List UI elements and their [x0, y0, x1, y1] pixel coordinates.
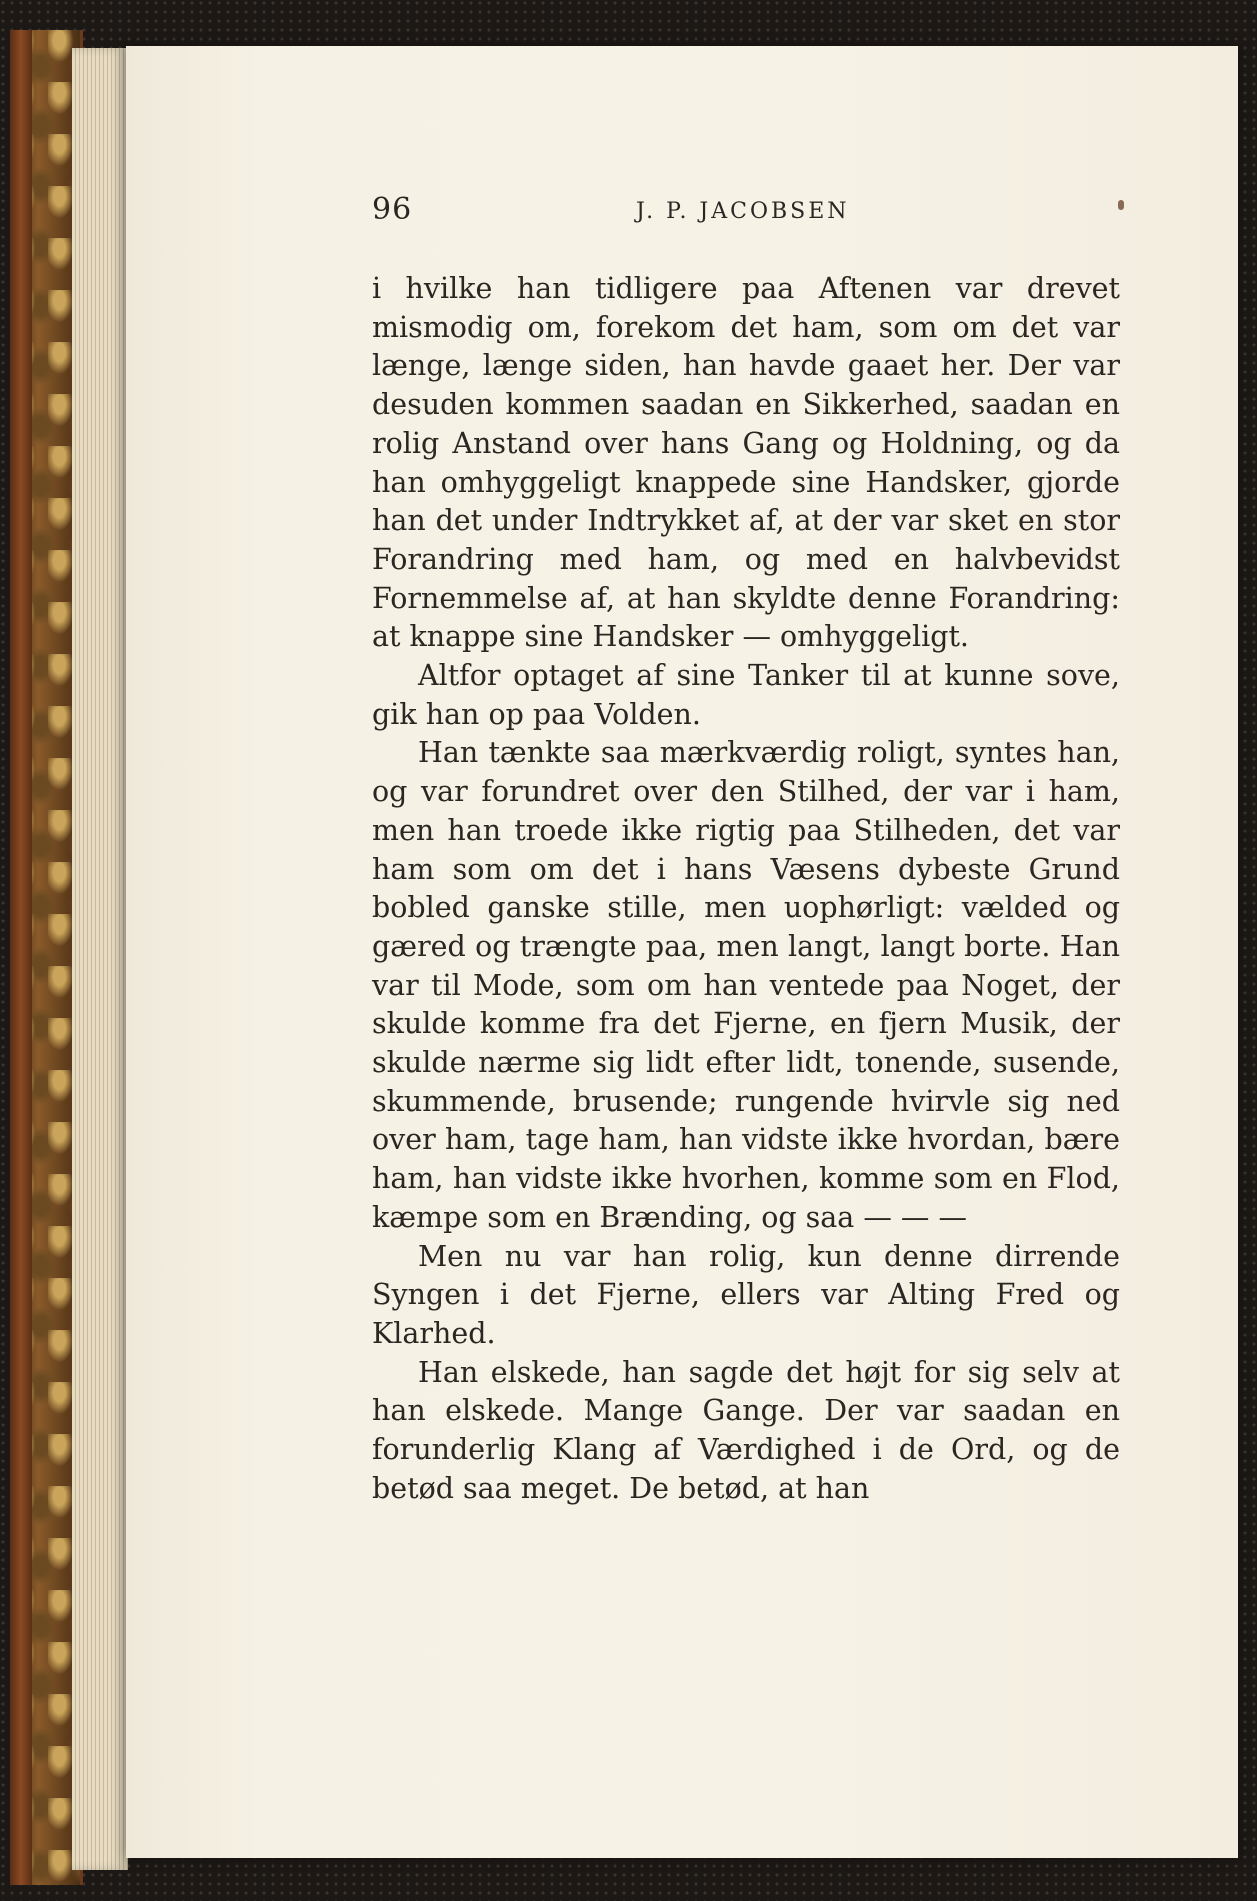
page-number: 96: [372, 192, 413, 227]
paragraph-1: i hvilke han tidligere paa Aftenen var drevet mismodig om, forekom det ham, som om det var længe, længe siden, han havde gaaet her. Der var desuden kommen saadan en Sikkerhed, saadan en rolig Anstand over hans Gang og Holdning, og da han omhyggeligt knappede sine Handsker, gjorde han det under Indtrykket af, at der var sket en stor Forandring med ham, og med en halvbevidst Fornemmelse af, at han skyldte denne Forandring: at knappe sine Handsker — omhyggeligt.: [372, 272, 1120, 654]
paragraph-2: Altfor optaget af sine Tanker til at kunne sove, gik han op paa Volden.: [372, 659, 1120, 731]
page-mark: [1118, 200, 1124, 210]
running-title: J. P. JACOBSEN: [636, 199, 850, 224]
paragraph-5: Han elskede, han sagde det højt for sig selv at han elskede. Mange Gange. Der var saadan en forunderlig Klang af Værdighed i de Ord, og de betød saa meget. De betød, at han: [372, 1355, 1120, 1505]
page-edges: [72, 48, 128, 1870]
body-text: [372, 270, 1120, 1509]
book-spine: [10, 30, 32, 1885]
paragraph-4: Men nu var han rolig, kun denne dirrende Syngen i det Fjerne, ellers var Alting Fred og Klarhed.: [372, 1239, 1120, 1350]
paragraph-3: Han tænkte saa mærkværdig roligt, syntes han, og var forundret over den Stilhed, der var i ham, men han troede ikke rigtig paa Stilheden, det var ham som om det i hans Væsens dybeste Grund bobled ganske stille, men uophørligt: vælded og gæred og trængte paa, men langt, langt borte. Han var til Mode, som om han ventede paa Noget, der skulde komme fra det Fjerne, en fjern Musik, der skulde nærme sig lidt efter lidt, tonende, susende, skummende, brusende; rungende hvirvle sig ned over ham, tage ham, han vidste ikke hvordan, bære ham, han vidste ikke hvorhen, komme som en Flod, kæmpe som en Brænding, og saa — — —: [372, 736, 1120, 1234]
page-header: [372, 192, 1132, 232]
